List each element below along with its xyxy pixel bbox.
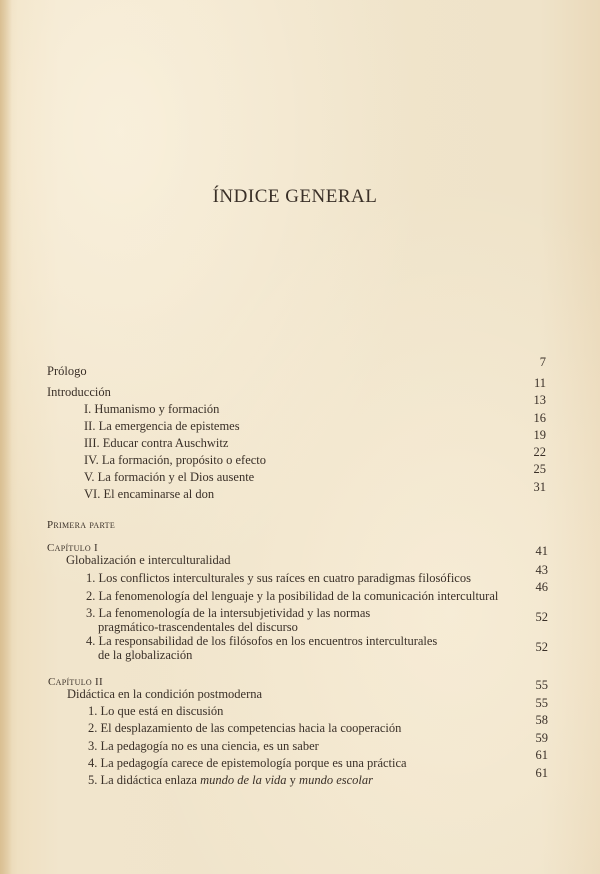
toc-entry-intro-4: IV. La formación, propósito o efecto (84, 453, 267, 467)
toc-entry-intro-2: II. La emergencia de epistemes (84, 419, 240, 433)
toc-entry-intro-3: III. Educar contra Auschwitz (84, 436, 229, 450)
toc-entry-prologo: Prólogo (47, 364, 87, 378)
toc-page-intro-6: 31 (533, 480, 546, 494)
toc-page-introduccion: 11 (533, 376, 546, 390)
chapter-1-title: Globalización e interculturalidad (66, 553, 231, 567)
chapter-1-page: 41 (535, 544, 548, 558)
toc-page-intro-1: 13 (533, 393, 546, 407)
chapter-2-section-1: 1. Lo que está en discusión (88, 704, 224, 718)
chapter-1-section-2: 2. La fenomenología del lenguaje y la posibilidad de la comunicación intercultural (86, 589, 499, 603)
chapter-2-label: Capítulo II (48, 676, 103, 688)
chapter-2-section-3: 3. La pedagogía no es una ciencia, es un saber (88, 739, 319, 753)
chapter-1-section-1: 1. Los conflictos interculturales y sus raíces en cuatro paradigmas filosóficos (86, 571, 471, 585)
chapter-2-section-4-page: 61 (535, 748, 548, 762)
chapter-2-page: 55 (535, 678, 548, 692)
chapter-2-section-5-page: 61 (535, 766, 548, 780)
toc-page-intro-4: 22 (533, 445, 546, 459)
chapter-2-section-5 (88, 773, 373, 787)
chapter-1-label: Capítulo I (47, 542, 98, 554)
chapter-1-section-4-line-2: de la globalización (98, 648, 193, 662)
part-heading: Primera parte (47, 519, 116, 531)
toc-page-intro-5: 25 (533, 462, 546, 476)
chapter-2-section-1-page: 55 (535, 696, 548, 710)
chapter-1-section-3-page: 52 (535, 610, 548, 624)
chapter-2-title: Didáctica en la condición postmoderna (67, 687, 263, 701)
chapter-2-section-5-prefix: 5. La didáctica enlaza (88, 773, 201, 787)
chapter-2-section-2-page: 58 (535, 713, 548, 727)
chapter-1-section-4-line-1: 4. La responsabilidad de los filósofos en los encuentros interculturales (86, 634, 438, 648)
chapter-2-section-5-em-1: mundo de la vida (200, 773, 287, 787)
toc-page-prologo: 7 (539, 355, 546, 369)
toc-entry-intro-1: I. Humanismo y formación (84, 402, 220, 416)
chapter-2-section-4: 4. La pedagogía carece de epistemología porque es una práctica (88, 756, 407, 770)
chapter-1-section-4-page: 52 (535, 640, 548, 654)
toc-entry-intro-5: V. La formación y el Dios ausente (84, 470, 255, 484)
chapter-2-section-2: 2. El desplazamiento de las competencias hacia la cooperación (88, 721, 402, 735)
toc-entry-intro-6: VI. El encaminarse al don (84, 487, 215, 501)
chapter-1-section-3-line-2: pragmático-trascendentales del discurso (98, 620, 298, 634)
chapter-2-section-3-page: 59 (535, 731, 548, 745)
chapter-2-section-5-mid: y (286, 773, 300, 787)
toc-page-intro-2: 16 (533, 411, 546, 425)
page-title: ÍNDICE GENERAL (212, 186, 378, 207)
chapter-1-section-2-page: 46 (535, 580, 548, 594)
toc-entry-introduccion: Introducción (47, 385, 111, 399)
page-spine-shadow (0, 0, 12, 874)
chapter-1-section-1-page: 43 (535, 563, 548, 577)
chapter-2-section-5-em-2: mundo escolar (299, 773, 373, 787)
toc-page-intro-3: 19 (533, 428, 546, 442)
chapter-1-section-3-line-1: 3. La fenomenología de la intersubjetividad y las normas (86, 606, 371, 620)
